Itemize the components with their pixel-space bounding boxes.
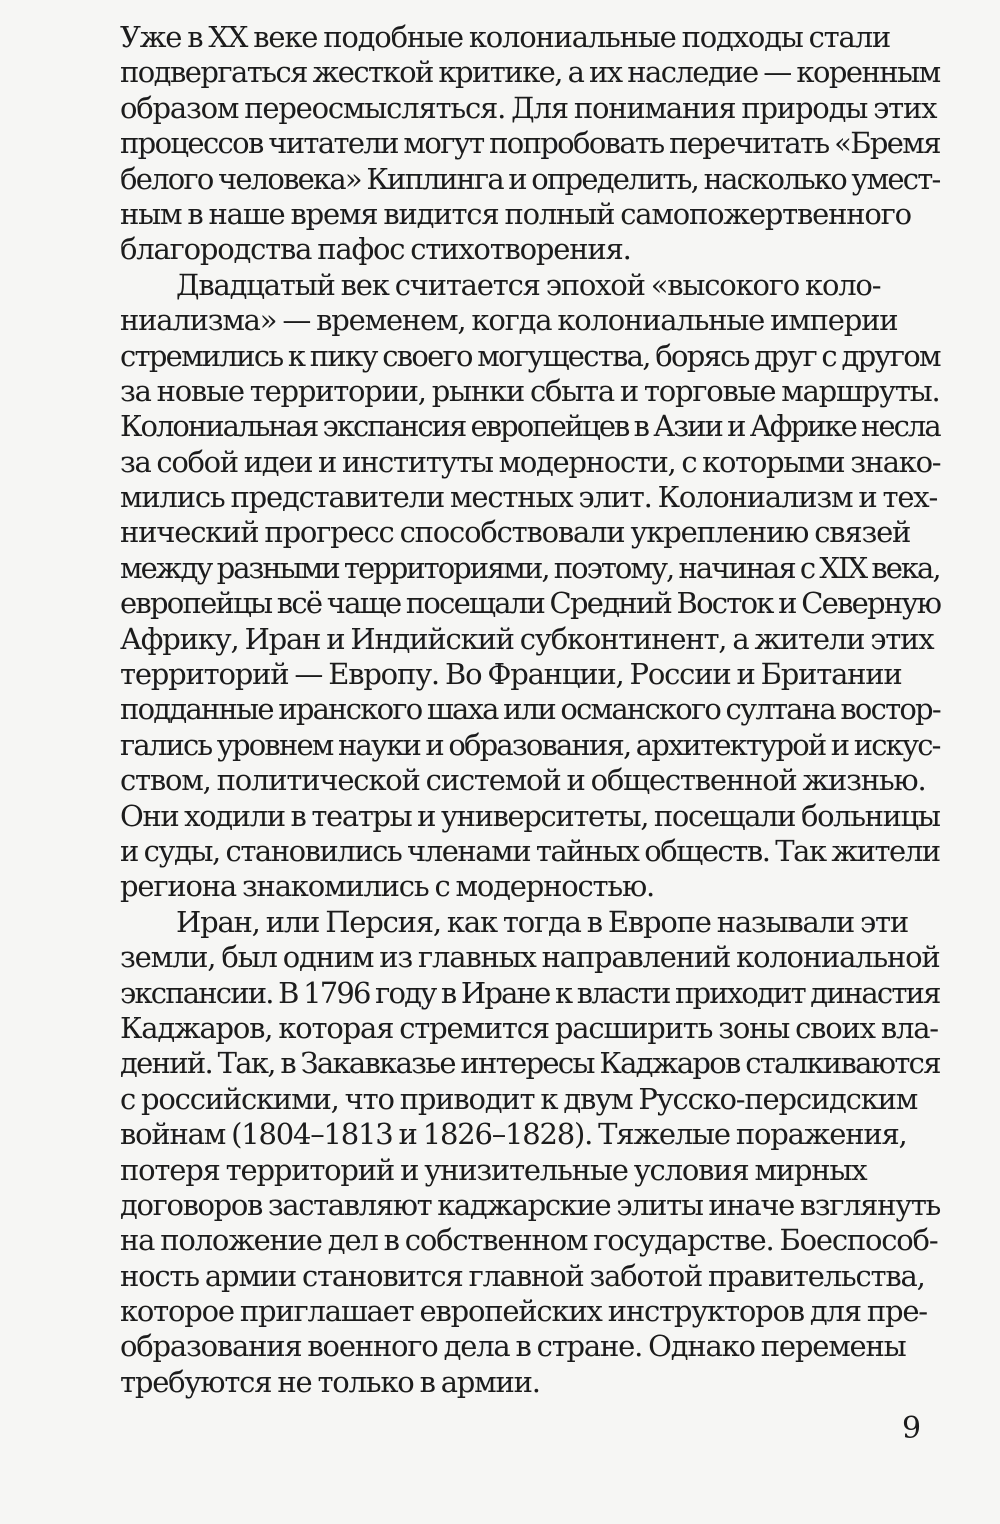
text-line: с российскими, что приводит к двум Русско-персидским (120, 1081, 918, 1116)
text-line: между разными территориями, поэтому, начиная с XIX века, (120, 550, 940, 585)
text-line: территорий — Европу. Во Франции, России и Британии (120, 657, 902, 692)
text-line: и суды, становились членами тайных обществ. Так жители (120, 833, 940, 868)
text-line: ниализма» — временем, когда колониальные империи (120, 303, 898, 338)
text-line: за собой идеи и институты модерности, с которыми знако- (120, 444, 941, 479)
text-line: подданные иранского шаха или османского султана востор- (120, 692, 940, 727)
text-line: стремились к пику своего могущества, борясь друг с другом (120, 338, 940, 373)
text-line: на положение дел в собственном государстве. Боеспособ- (120, 1223, 938, 1258)
paragraph-first-line: Иран, или Персия, как тогда в Европе называли эти (176, 904, 909, 939)
paragraph-first-line: Двадцатый век считается эпохой «высокого коло- (176, 267, 881, 302)
text-line: Уже в XX веке подобные колониальные подходы стали (120, 20, 890, 54)
text-line: ность армии становится главной заботой правительства, (120, 1258, 925, 1293)
text-line: требуются не только в армии. (120, 1364, 540, 1399)
text-line: потеря территорий и унизительные условия мирных (120, 1152, 867, 1187)
text-line: Они ходили в театры и университеты, посещали больницы (120, 798, 940, 833)
body-text (120, 20, 940, 1400)
text-line: Африку, Иран и Индийский субконтинент, а жители этих (120, 621, 934, 656)
text-line: за новые территории, рынки сбыта и торговые маршруты. (120, 373, 940, 408)
text-line: гались уровнем науки и образования, архитектурой и искус- (120, 727, 940, 762)
text-line: образования военного дела в стране. Однако перемены (120, 1329, 906, 1364)
text-line: которое приглашает европейских инструкторов для пре- (120, 1294, 927, 1329)
text-line: благородства пафос стихотворения. (120, 232, 631, 267)
text-line: белого человека» Киплинга и определить, насколько умест- (120, 161, 940, 196)
text-line: войнам (1804–1813 и 1826–1828). Тяжелые поражения, (120, 1117, 907, 1152)
text-line: региона знакомились с модерностью. (120, 869, 655, 904)
text-line: Колониальная экспансия европейцев в Азии и Африке несла (120, 409, 940, 444)
text-line: процессов читатели могут попробовать перечитать «Бремя (120, 126, 940, 161)
text-line: ством, политической системой и общественной жизнью. (120, 763, 926, 798)
text-line: договоров заставляют каджарские элиты иначе взглянуть (120, 1187, 940, 1222)
text-line: ным в наше время видится полный самопожертвенного (120, 196, 911, 231)
text-line: дений. Так, в Закавказье интересы Каджаров сталкиваются (120, 1046, 940, 1081)
text-line: европейцы всё чаще посещали Средний Восток и Северную (120, 586, 941, 621)
text-line: мились представители местных элит. Колониализм и тех- (120, 480, 938, 515)
text-line: земли, был одним из главных направлений колониальной (120, 940, 940, 975)
text-line: образом переосмысляться. Для понимания природы этих (120, 90, 937, 125)
text-line: нический прогресс способствовали укреплению связей (120, 515, 911, 550)
page-number: 9 (902, 1411, 922, 1446)
text-line: подвергаться жесткой критике, а их наследие — коренным (120, 55, 940, 90)
text-line: Каджаров, которая стремится расширить зоны своих вла- (120, 1010, 938, 1045)
text-line: экспансии. В 1796 году в Иране к власти приходит династия (120, 975, 940, 1010)
